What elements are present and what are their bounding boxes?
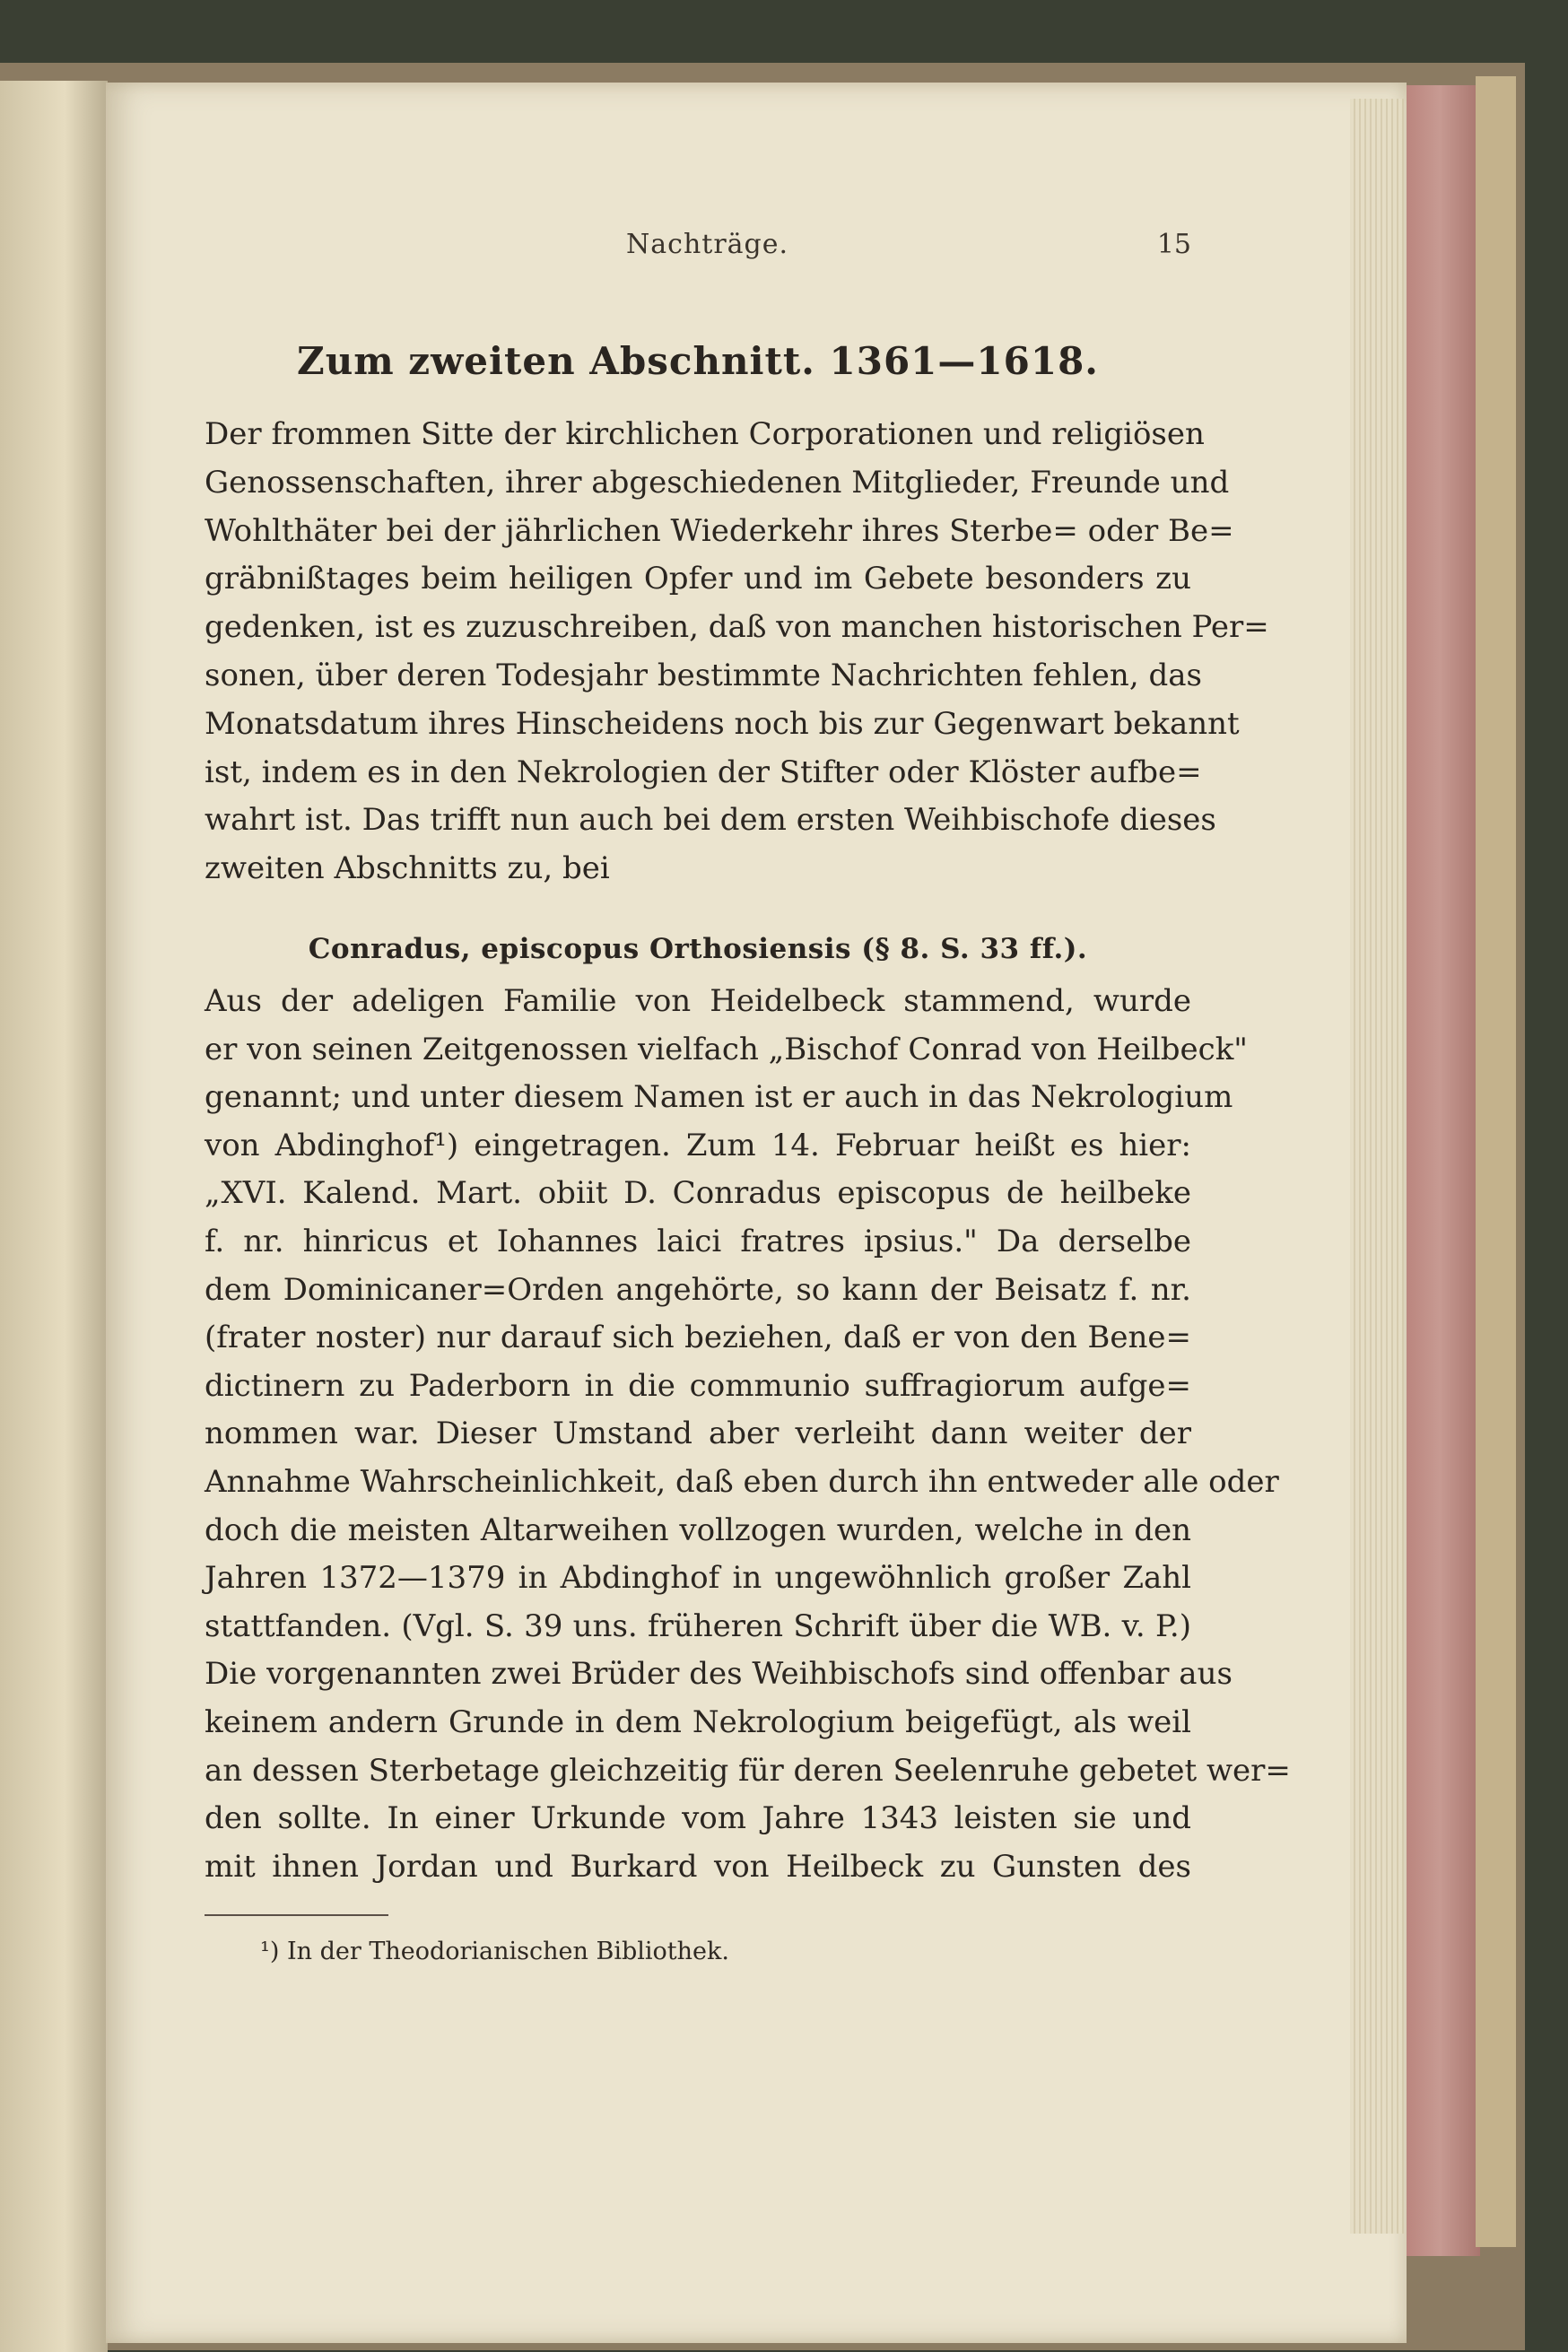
text-line: Wohlthäter bei der jährlichen Wiederkehr ihres Sterbe= oder Be= — [205, 512, 1234, 549]
page-header — [205, 229, 1191, 265]
text-line: f. nr. hinricus et Iohannes laici fratres ipsius." Da derselbe — [205, 1223, 1191, 1259]
text-line: gräbnißtages beim heiligen Opfer und im Gebete besonders zu — [205, 561, 1191, 597]
text-line: Der frommen Sitte der kirchlichen Corporationen und religiösen — [205, 416, 1205, 452]
text-line: dictinern zu Paderborn in die communio suffragiorum aufge= — [205, 1367, 1191, 1404]
text-line: nommen war. Dieser Umstand aber verleiht dann weiter der — [205, 1416, 1191, 1452]
text-line: dem Dominicaner=Orden angehörte, so kann der Beisatz f. nr. — [205, 1271, 1191, 1308]
text-line: an dessen Sterbetage gleichzeitig für deren Seelenruhe gebetet wer= — [205, 1752, 1291, 1789]
text-line: sonen, über deren Todesjahr bestimmte Nachrichten fehlen, das — [205, 657, 1202, 693]
text-line: mit ihnen Jordan und Burkard von Heilbeck zu Gunsten des — [205, 1848, 1191, 1885]
text-line: Die vorgenannten zwei Brüder des Weihbischofs sind offenbar aus — [205, 1656, 1233, 1693]
red-cover-edge — [1399, 85, 1480, 2256]
page-number: 15 — [1156, 229, 1191, 260]
text-line: „XVI. Kalend. Mart. obiit D. Conradus episcopus de heilbeke — [205, 1175, 1191, 1212]
text-line: zweiten Abschnitts zu, bei — [205, 850, 610, 887]
text-line: Aus der adeligen Familie von Heidelbeck stammend, wurde — [205, 983, 1191, 1019]
page-edges — [1350, 99, 1404, 2234]
footnote-divider — [205, 1914, 388, 1916]
text-line: wahrt ist. Das trifft nun auch bei dem ersten Weihbischofe dieses — [205, 802, 1216, 839]
paragraph-1 — [205, 411, 1269, 893]
text-line: Genossenschaften, ihrer abgeschiedenen Mitglieder, Freunde und — [205, 464, 1230, 501]
paragraph-2 — [205, 978, 1291, 1891]
running-head: Nachträge. — [626, 229, 789, 260]
text-line: von Abdinghof¹) eingetragen. Zum 14. Februar heißt es hier: — [205, 1127, 1191, 1163]
text-line: keinem andern Grunde in dem Nekrologium beigefügt, als weil — [205, 1703, 1191, 1740]
entry-heading: Conradus, episcopus Orthosiensis (§ 8. S. 33 ff.). — [308, 933, 1088, 965]
text-line: (frater noster) nur darauf sich beziehen, daß er von den Bene= — [205, 1320, 1191, 1356]
text-line: ist, indem es in den Nekrologien der Stifter oder Klöster aufbe= — [205, 754, 1202, 790]
section-title: Zum zweiten Abschnitt. 1361—1618. — [297, 339, 1099, 383]
text-line: Monatsdatum ihres Hinscheidens noch bis zur Gegenwart bekannt — [205, 705, 1240, 742]
text-line: genannt; und unter diesem Namen ist er auch in das Nekrologium — [205, 1079, 1233, 1116]
text-line: Annahme Wahrscheinlichkeit, daß eben durch ihn entweder alle oder — [205, 1463, 1279, 1500]
text-line: doch die meisten Altarweihen vollzogen wurden, welche in den — [205, 1511, 1191, 1548]
text-line: gedenken, ist es zuzuschreiben, daß von manchen historischen Per= — [205, 609, 1269, 646]
footnote: ¹) In der Theodorianischen Bibliothek. — [260, 1938, 729, 1965]
left-cover — [0, 81, 108, 2352]
right-cover-edge — [1476, 76, 1516, 2247]
text-line: Jahren 1372—1379 in Abdinghof in ungewöhnlich großer Zahl — [205, 1560, 1191, 1597]
text-line: er von seinen Zeitgenossen vielfach „Bischof Conrad von Heilbeck" — [205, 1031, 1248, 1067]
text-line: stattfanden. (Vgl. S. 39 uns. früheren Schrift über die WB. v. P.) — [205, 1607, 1191, 1644]
text-line: den sollte. In einer Urkunde vom Jahre 1343 leisten sie und — [205, 1800, 1191, 1837]
